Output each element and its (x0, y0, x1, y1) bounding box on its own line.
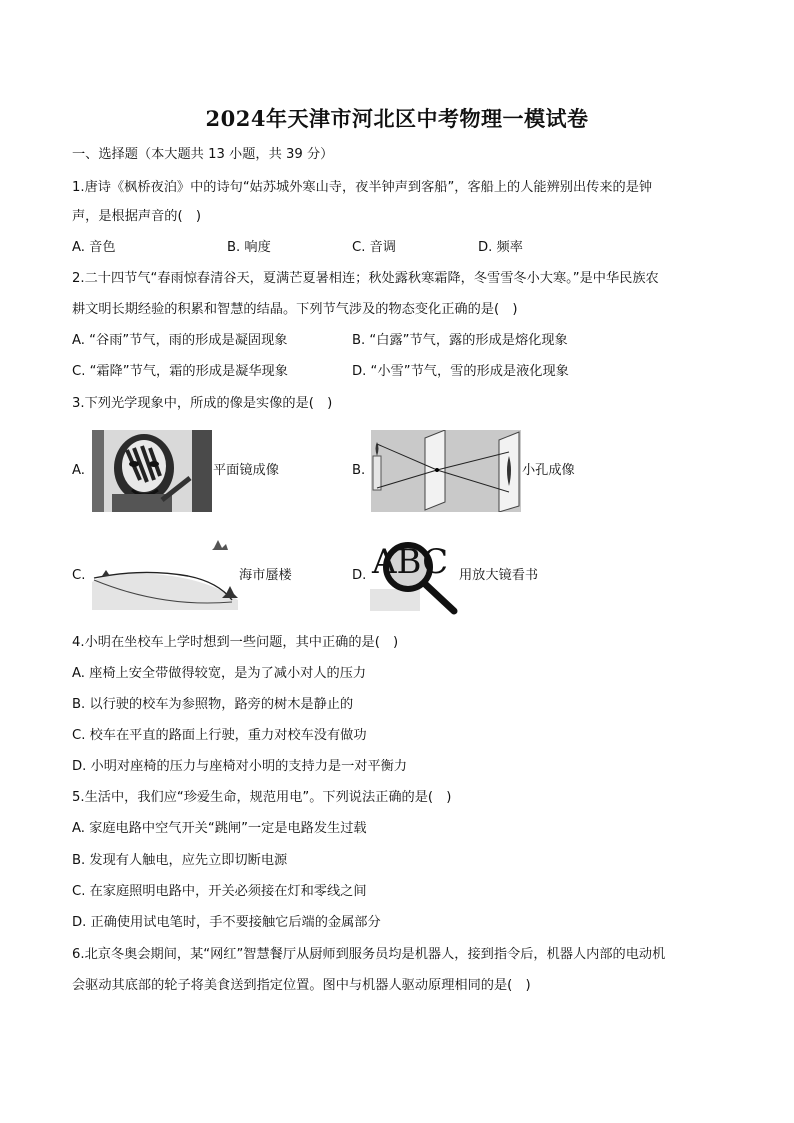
magnifier-letters: ABC (372, 542, 449, 582)
question-5-option-c: C. 在家庭照明电路中，开关必须接在灯和零线之间 (72, 884, 367, 899)
question-5-option-a: A. 家庭电路中空气开关“跳闸”一定是电路发生过载 (72, 821, 367, 836)
pinhole-imaging-diagram (371, 430, 521, 512)
question-2-stem-line1: 2.二十四节气“春雨惊春清谷天，夏满芒夏暑相连；秋处露秋寒霜降，冬雪雪冬小大寒。”是中华民族农 (72, 271, 659, 286)
question-3-option-a-letter: A. (72, 463, 85, 478)
question-6-stem-line1: 6.北京冬奥会期间，某“网红”智慧餐厅从厨师到服务员均是机器人，接到指令后，机器人内部的电动机 (72, 947, 666, 962)
question-3-option-b-letter: B. (352, 463, 366, 478)
question-1-option-c: C. 音调 (352, 240, 396, 255)
question-3-option-c-caption: 海市蜃楼 (239, 568, 292, 583)
question-4-stem: 4.小明在坐校车上学时想到一些问题，其中正确的是( ) (72, 635, 399, 650)
question-3-option-d-letter: D. (352, 568, 367, 583)
question-6-stem-line2: 会驱动其底部的轮子将美食送到指定位置。图中与机器人驱动原理相同的是( ) (72, 978, 531, 993)
question-5-option-d: D. 正确使用试电笔时，手不要接触它后端的金属部分 (72, 915, 381, 930)
question-2-option-a: A. “谷雨”节气，雨的形成是凝固现象 (72, 333, 288, 348)
question-2-option-c: C. “霜降”节气，霜的形成是凝华现象 (72, 364, 288, 379)
section-heading: 一、选择题（本大题共 13 小题，共 39 分） (72, 147, 334, 162)
question-3-option-c-letter: C. (72, 568, 86, 583)
question-2-option-d: D. “小雪”节气，雪的形成是液化现象 (352, 364, 569, 379)
question-1-option-d: D. 频率 (478, 240, 523, 255)
question-1-stem-line1: 1.唐诗《枫桥夜泊》中的诗句“姑苏城外寒山寺，夜半钟声到客船”，客船上的人能辨别出传来的是钟 (72, 180, 653, 195)
question-4-option-a: A. 座椅上安全带做得较宽，是为了减小对人的压力 (72, 666, 367, 681)
question-3-stem: 3.下列光学现象中，所成的像是实像的是( ) (72, 396, 333, 411)
question-1-option-a: A. 音色 (72, 240, 116, 255)
exam-title: 2024年天津市河北区中考物理一模试卷 (205, 106, 589, 131)
plane-mirror-photo (92, 430, 212, 512)
question-1-option-b: B. 响度 (227, 240, 271, 255)
question-4-option-d: D. 小明对座椅的压力与座椅对小明的支持力是一对平衡力 (72, 759, 408, 774)
question-2-option-b: B. “白露”节气，露的形成是熔化现象 (352, 333, 568, 348)
question-3-option-d-caption: 用放大镜看书 (459, 568, 539, 583)
magnifier-photo (370, 537, 458, 615)
question-5-stem: 5.生活中，我们应“珍爱生命，规范用电”。下列说法正确的是( ) (72, 790, 452, 805)
mirage-diagram (92, 538, 238, 610)
question-3-option-b-caption: 小孔成像 (522, 463, 575, 478)
question-4-option-c: C. 校车在平直的路面上行驶，重力对校车没有做功 (72, 728, 367, 743)
question-4-option-b: B. 以行驶的校车为参照物，路旁的树木是静止的 (72, 697, 354, 712)
question-1-stem-line2: 声，是根据声音的( ) (72, 209, 201, 224)
question-3-option-a-caption: 平面镜成像 (213, 463, 279, 478)
question-5-option-b: B. 发现有人触电，应先立即切断电源 (72, 853, 288, 868)
question-2-stem-line2: 耕文明长期经验的积累和智慧的结晶。下列节气涉及的物态变化正确的是( ) (72, 302, 518, 317)
